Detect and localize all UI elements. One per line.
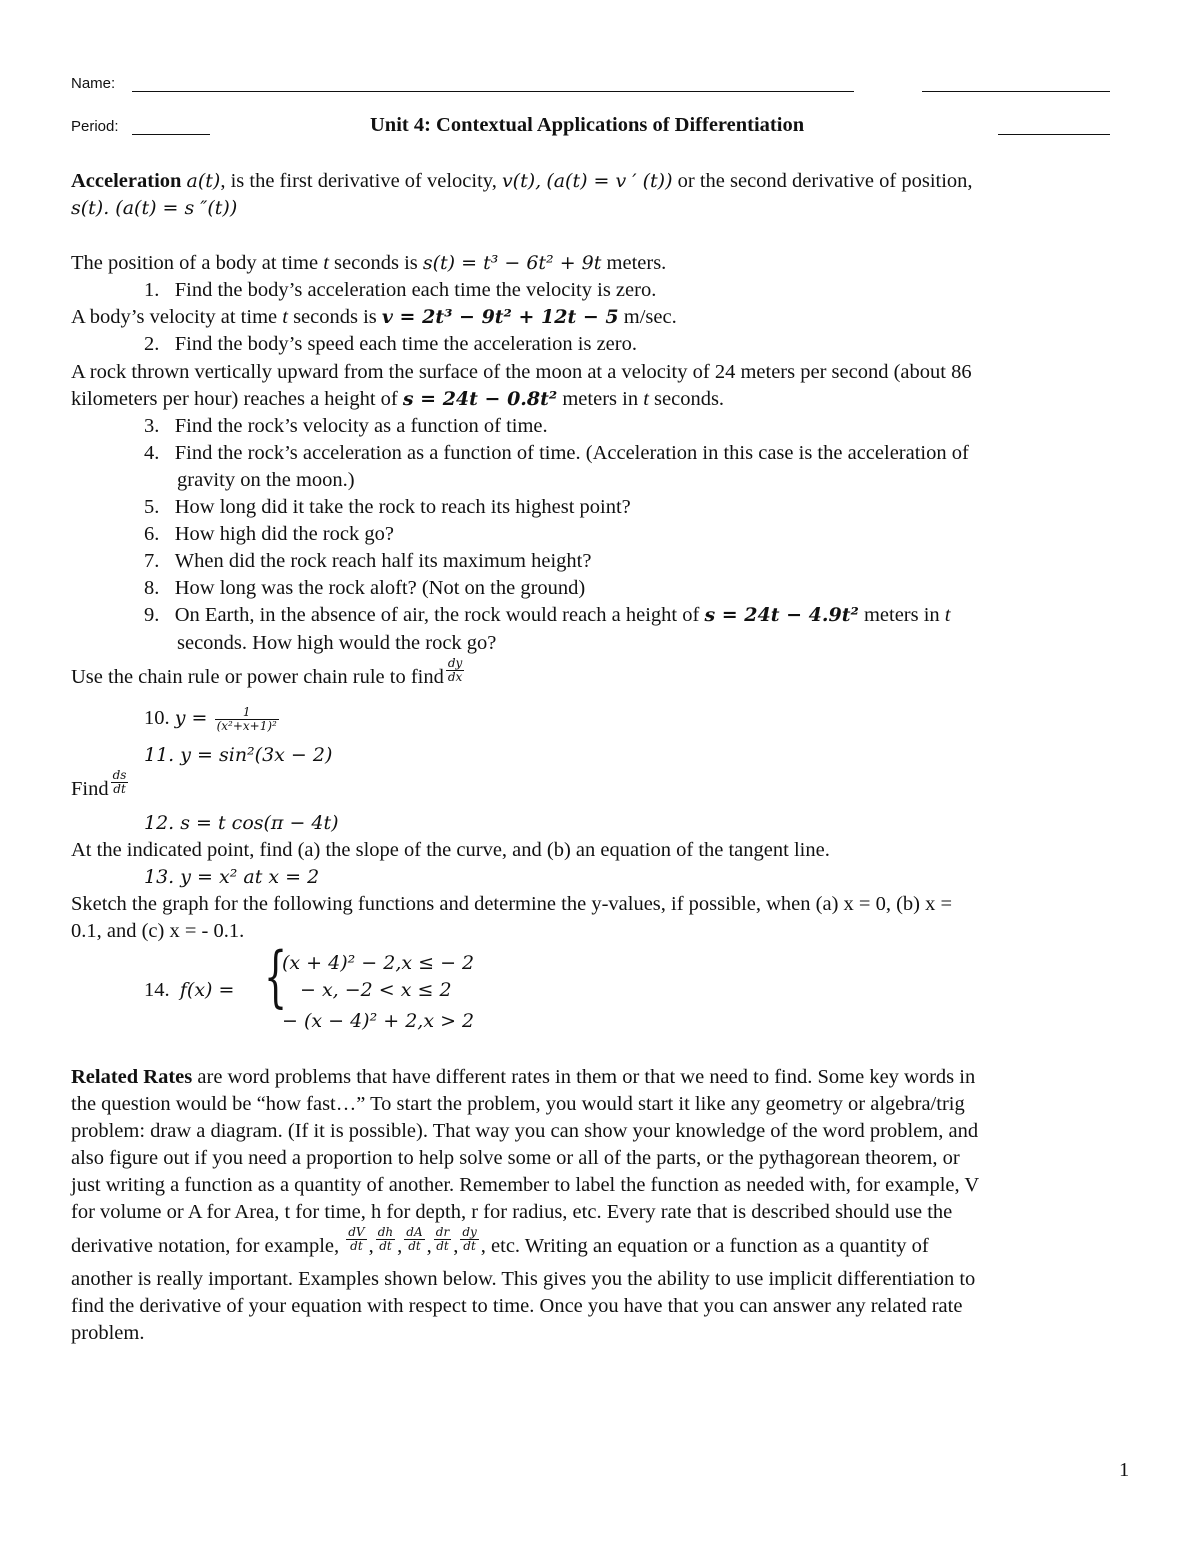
- name-blank-line[interactable]: [132, 91, 854, 92]
- find-ds-dt: Find $\frac{ds}{dt}$: [71, 767, 127, 800]
- dy-dx-fraction: $\frac{dy}{dx}$: [447, 655, 463, 684]
- dh-dt-fraction: $\frac{dh}{dt}$: [377, 1224, 394, 1253]
- related-rates-line7: derivative notation, for example, $\frac{dV}{dt}$ , $\frac{dh}{dt}$ , $\frac{dA}{dt}$ , $\frac{dr}{dt}$ , $\frac{dy}{dt}$ , etc. Writing an equation or a function as a quantity of: [71, 1224, 929, 1257]
- related-rates-line1: Related Rates are word problems that have different rates in them or that we need to find. Some key words in: [71, 1066, 976, 1088]
- question-11: 11. y = sin²(3x − 2): [144, 744, 333, 766]
- question-9: 9. On Earth, in the absence of air, the rock would reach a height of s = 24t − 4.9t² meters in t: [144, 604, 951, 626]
- related-rates-line5: just writing a function as a quantity of another. Remember to label the function as needed with, for example, V: [71, 1174, 980, 1196]
- related-rates-line9: find the derivative of your equation with respect to time. Once you have that you can answer any related rate: [71, 1295, 963, 1317]
- related-rates-line3: problem: draw a diagram. (If it is possible). That way you can show your knowledge of the word problem, and: [71, 1120, 979, 1142]
- page-number: 1: [1119, 1459, 1130, 1481]
- question-4-cont: gravity on the moon.): [177, 469, 355, 491]
- period-blank-line[interactable]: [132, 134, 210, 135]
- name-label: Name:: [71, 75, 116, 92]
- piecewise-case-3: − (x − 4)² + 2,x > 2: [282, 1010, 475, 1032]
- earth-height-equation: s = 24t − 4.9t²: [704, 604, 859, 626]
- question-13: 13. y = x² at x = 2: [144, 866, 320, 888]
- question-5: 5. How long did it take the rock to reach its highest point?: [144, 496, 631, 518]
- question-1: 1. Find the body’s acceleration each time the velocity is zero.: [144, 279, 657, 301]
- rock-intro-line1: A rock thrown vertically upward from the surface of the moon at a velocity of 24 meters per second (about 86: [71, 361, 972, 383]
- tangent-intro: At the indicated point, find (a) the slope of the curve, and (b) an equation of the tangent line.: [71, 839, 830, 861]
- piecewise-case-2: − x, −2 < x ≤ 2: [300, 979, 452, 1001]
- question-9-cont: seconds. How high would the rock go?: [177, 632, 497, 654]
- piecewise-case-1: (x + 4)² − 2,x ≤ − 2: [282, 952, 475, 974]
- date-blank-line[interactable]: [922, 91, 1110, 92]
- question-6: 6. How high did the rock go?: [144, 523, 394, 545]
- dy-dt-fraction: $\frac{dy}{dt}$: [462, 1224, 477, 1253]
- q10-fraction: $\frac{1}{\text{(x²+x+1)²}}$: [216, 704, 277, 733]
- velocity-equation: v = 2t³ − 9t² + 12t − 5: [381, 306, 619, 328]
- rock-intro-line2: kilometers per hour) reaches a height of s = 24t − 0.8t² meters in t seconds.: [71, 388, 725, 410]
- question-10: 10. y = $\frac{1}{\text{(x²+x+1)²}}$: [144, 704, 277, 733]
- acceleration-text-a: , is the first derivative of velocity,: [220, 170, 497, 192]
- sketch-intro-line1: Sketch the graph for the following functions and determine the y-values, if possible, when (a) x = 0, (b) x =: [71, 893, 953, 915]
- math-s-of-t: s(t). (a(t) = s ″(t)): [71, 197, 238, 219]
- math-v-of-t: v(t),: [501, 170, 542, 192]
- dr-dt-fraction: $\frac{dr}{dt}$: [435, 1224, 450, 1253]
- period-label: Period:: [71, 118, 119, 135]
- question-4: 4. Find the rock’s acceleration as a function of time. (Acceleration in this case is the acceleration of: [144, 442, 969, 464]
- question-14-label: 14. f(x) =: [144, 979, 235, 1001]
- position-equation: s(t) = t³ − 6t² + 9t: [422, 252, 602, 274]
- piecewise-brace: {: [264, 938, 288, 1015]
- sketch-intro-line2: 0.1, and (c) x = - 0.1.: [71, 920, 245, 942]
- related-rates-line2: the question would be “how fast…” To start the problem, you would start it like any geometry or algebra/trig: [71, 1093, 965, 1115]
- acceleration-definition-line1: [71, 168, 973, 195]
- velocity-intro: A body’s velocity at time t seconds is v = 2t³ − 9t² + 12t − 5 m/sec.: [71, 306, 677, 328]
- related-rates-term: Related Rates: [71, 1066, 193, 1088]
- chain-rule-intro: Use the chain rule or power chain rule to find $\frac{dy}{dx}$: [71, 655, 463, 688]
- math-a-of-t: a(t): [186, 170, 221, 192]
- acceleration-term: Acceleration: [71, 170, 182, 192]
- dV-dt-fraction: $\frac{dV}{dt}$: [348, 1224, 365, 1253]
- related-rates-line10: problem.: [71, 1322, 145, 1344]
- related-rates-line4: also figure out if you need a proportion to help solve some or all of the parts, or the pythagorean theorem, or: [71, 1147, 960, 1169]
- related-rates-line8: another is really important. Examples shown below. This gives you the ability to use implicit differentiation to: [71, 1268, 976, 1290]
- position-intro: The position of a body at time t seconds is s(t) = t³ − 6t² + 9t meters.: [71, 252, 667, 274]
- question-12: 12. s = t cos(π − 4t): [144, 812, 339, 834]
- acceleration-definition-line2: [71, 195, 237, 222]
- question-7: 7. When did the rock reach half its maximum height?: [144, 550, 592, 572]
- dA-dt-fraction: $\frac{dA}{dt}$: [406, 1224, 423, 1253]
- rock-height-equation: s = 24t − 0.8t²: [402, 388, 558, 410]
- related-rates-line6: for volume or A for Area, t for time, h for depth, r for radius, etc. Every rate that is described should use the: [71, 1201, 953, 1223]
- ds-dt-fraction: $\frac{ds}{dt}$: [112, 767, 127, 796]
- question-2: 2. Find the body’s speed each time the acceleration is zero.: [144, 333, 637, 355]
- acceleration-text-b: or the second derivative of position,: [672, 170, 973, 192]
- page-title: Unit 4: Contextual Applications of Differentiation: [370, 114, 805, 136]
- question-3: 3. Find the rock’s velocity as a function of time.: [144, 415, 548, 437]
- math-a-equals-vprime: (a(t) = v ′ (t)): [546, 170, 673, 192]
- score-blank-line[interactable]: [998, 134, 1110, 135]
- question-8: 8. How long was the rock aloft? (Not on the ground): [144, 577, 586, 599]
